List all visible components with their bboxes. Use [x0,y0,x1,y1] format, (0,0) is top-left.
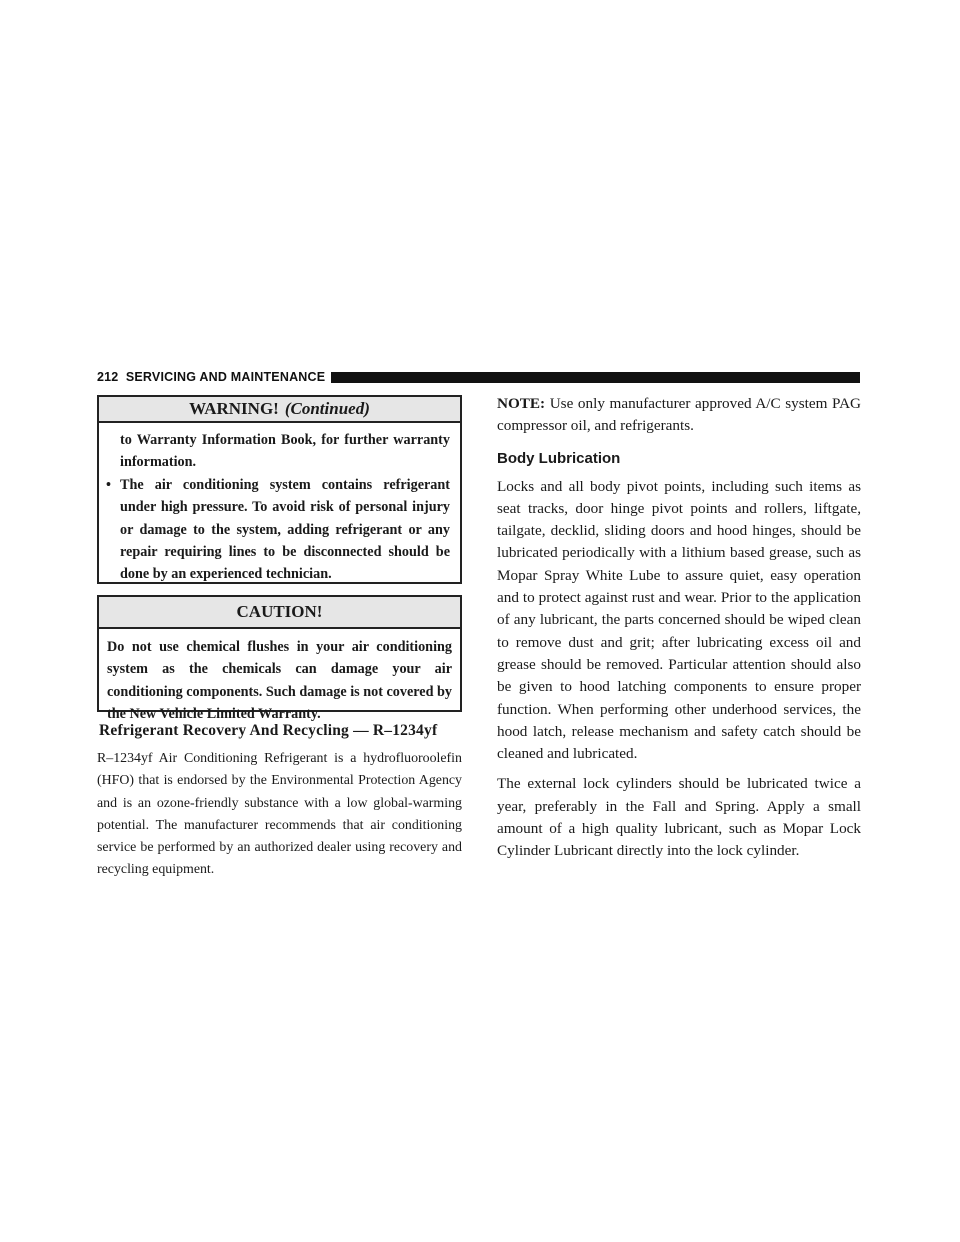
note-paragraph [497,393,861,438]
warning-box [97,395,462,584]
caution-text: Do not use chemical flushes in your air conditioning system as the chemicals can damage your air conditioning components. Such damage is not covered by the New Vehicle Limited Warranty. [107,639,453,723]
note-label: NOTE: [497,395,546,412]
warning-title: WARNING! [189,399,279,418]
page-header [97,369,860,385]
left-column [97,395,462,882]
note-text: Use only manufacturer approved A/C system PAG compressor oil, and refrigerants. [497,395,861,435]
section-title: SERVICING AND MAINTENANCE [125,370,326,384]
refrigerant-paragraph: R–1234yf Air Conditioning Refrigerant is a hydrofluoroolefin (HFO) that is endorsed by the Environmental Protection Agency and is an ozone-friendly substance with a low global-warming potential. The manufacturer recommends that air conditioning service be performed by an authorized dealer using recovery and recycling equipment. [97,751,462,878]
body-lubrication-paragraph-1: Locks and all body pivot points, including such items as seat tracks, door hinge pivot points and rollers, liftgate, tailgate, decklid, sliding doors and hood hinges, should be lubricated periodically with a lithium based grease, such as Mopar Spray White Lube to assure quiet, easy operation and to protect against rust and wear. Prior to the application of any lubricant, the parts concerned should be wiped clean to remove dust and grit; after lubricating excess oil and grease should be removed. Particular attention should also be given to hood latching components to ensure proper function. When performing other underhood services, the hood latch, release mechanism and safety catch should be cleaned and lubricated. [497,477,861,763]
warning-continued: (Continued) [284,399,370,418]
caution-box [97,595,462,723]
caution-body [99,629,460,732]
warning-header [99,397,460,423]
body-lubrication-heading: Body Lubrication [497,449,621,467]
warning-continuation-text: to Warranty Information Book, for further warranty information. [120,432,450,471]
bullet-icon: • [106,476,111,493]
header-rule [331,372,860,383]
caution-header [99,597,460,629]
page-header-label [97,370,331,384]
refrigerant-heading: Refrigerant Recovery And Recycling — R–1234yf [99,722,438,739]
page-number: 212 [97,370,119,384]
warning-body [99,423,460,594]
warning-bullet-text: The air conditioning system contains refrigerant under high pressure. To avoid risk of personal injury or damage to the system, adding refrigerant or any repair requiring lines to be disconnected should be done by an experienced technician. [120,476,450,583]
body-lubrication-paragraph-2: The external lock cylinders should be lubricated twice a year, preferably in the Fall and Spring. Apply a small amount of a high quality lubricant, such as Mopar Lock Cylinder Lubricant directly into the lock cylinder. [497,775,861,860]
right-column [497,393,861,863]
caution-title: CAUTION! [236,602,323,621]
warning-bullet-item [106,474,450,586]
paragraph-spacer [497,765,861,773]
